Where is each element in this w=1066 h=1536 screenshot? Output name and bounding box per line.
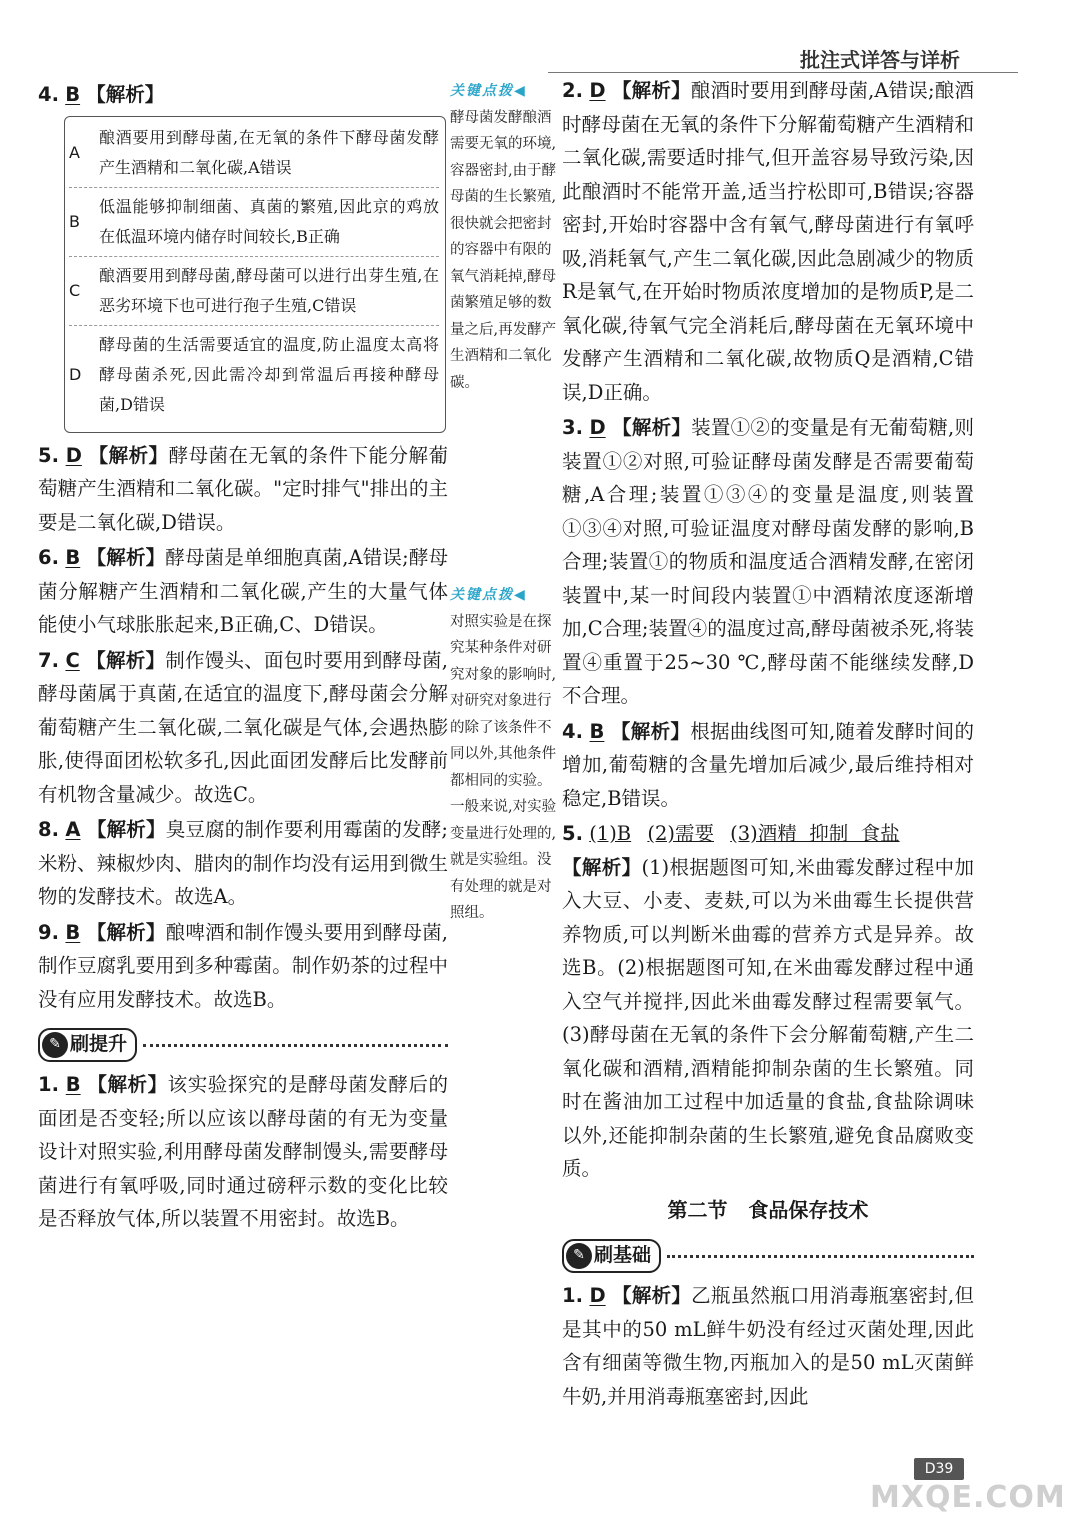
- table-row: A 酿酒要用到酵母菌,在无氧的条件下酵母菌发酵产生酒精和二氧化碳,A错误: [69, 119, 439, 188]
- answer: D: [589, 416, 606, 439]
- question-9: 9. B 【解析】酿啤酒和制作馒头要用到酵母菌,制作豆腐乳要用到多种霉菌。制作奶茶的过程中没有应用发酵技术。故选B。: [38, 920, 449, 1011]
- page-header: 批注式详答与详析: [800, 48, 960, 72]
- question-4: 4. B 【解析】: [38, 83, 165, 106]
- analysis-text: 制作馒头、面包时要用到酵母菌,酵母菌属于真菌,在适宜的温度下,酵母菌会分解葡萄糖产生二氧化碳,二氧化碳是气体,会遇热膨胀,使得面团松软多孔,因此面团发酵后比发酵前有机物含量减少。故选C。: [38, 648, 448, 806]
- analysis-text: (1)根据题图可知,米曲霉发酵过程中加入大豆、小麦、麦麸,可以为米曲霉生长提供营养物质,可以判断米曲霉的营养方式是异养。故选B。(2)根据题图可知,在米曲霉发酵过程中通入空气并搅拌,因此米曲霉发酵过程需要氧气。(3)酵母菌在无氧的条件下会分解葡萄糖,产生二氧化碳和酒精,酒精能抑制杂菌的生长繁殖。同时在酱油加工过程中加适量的食盐,食盐除调味以外,还能抑制杂菌的生长繁殖,避免食品腐败变质。: [562, 855, 974, 1180]
- question-4-right: 4. B 【解析】根据曲线图可知,随着发酵时间的增加,葡萄糖的含量先增加后减少,最后维持相对稳定,B错误。: [562, 719, 974, 810]
- left-column: [38, 78, 448, 1238]
- question-1-basic: 1. D 【解析】乙瓶虽然瓶口用消毒瓶塞密封,但是其中的50 mL鲜牛奶没有经过灭菌处理,因此含有细菌等微生物,丙瓶加入的是50 mL灭菌鲜牛奶,并用消毒瓶塞密封,因此: [562, 1284, 974, 1408]
- question-7: 7. C 【解析】制作馒头、面包时要用到酵母菌,酵母菌属于真菌,在适宜的温度下,酵母菌会分解葡萄糖产生二氧化碳,二氧化碳是气体,会遇热膨胀,使得面团松软多孔,因此面团发酵后比发酵前有机物含量减少。故选C。: [38, 648, 448, 806]
- answer: D: [589, 79, 606, 102]
- arrow-icon: ◀: [514, 587, 527, 603]
- key-point-text: 对照实验是在探究某种条件对研究对象的影响时,对研究对象进行的除了该条件不同以外,其他条件都相同的实验。一般来说,对实验变量进行处理的,就是实验组。没有处理的就是对照组。: [450, 613, 557, 921]
- analysis-text: 酿啤酒和制作馒头要用到酵母菌,制作豆腐乳要用到多种霉菌。制作奶茶的过程中没有应用发酵技术。故选B。: [38, 920, 449, 1011]
- analysis-text: 装置①②的变量是有无葡萄糖,则装置①②对照,可验证酵母菌发酵是否需要葡萄糖,A合理;装置①③④的变量是温度,则装置①③④对照,可验证温度对酵母菌发酵的影响,B合理;装置①的物质和温度适合酒精发酵,在密闭装置中,某一时间段内装置①中酒精浓度逐渐增加,C合理;装置④的温度过高,酵母菌被杀死,将装置④重置于25~30 ℃,酵母菌不能继续发酵,D不合理。: [562, 416, 974, 707]
- arrow-icon: ◀: [514, 83, 527, 99]
- answer: B: [65, 83, 81, 106]
- answer-part-1: (1)B: [589, 822, 632, 845]
- question-1-improve: 1. B 【解析】该实验探究的是酵母菌发酵后的面团是否变轻;所以应该以酵母菌的有无为变量设计对照实验,利用酵母菌发酵制馒头,需要酵母菌进行有氧呼吸,同时通过磅秤示数的变化比较是否释放气体,所以装置不用密封。故选B。: [38, 1073, 448, 1230]
- question-5: 5. D 【解析】酵母菌在无氧的条件下能分解葡萄糖产生酒精和二氧化碳。"定时排气"排出的主要是二氧化碳,D错误。: [38, 443, 448, 534]
- pencil-icon: ✎: [42, 1032, 68, 1058]
- question-5-right: 5. (1)B (2)需要 (3)酒精 抑制 食盐 【解析】(1)根据题图可知,米曲霉发酵过程中加入大豆、小麦、麦麸,可以为米曲霉生长提供营养物质,可以判断米曲霉的营养方式是异养。故选B。(2)根据题图可知,在米曲霉发酵过程中通入空气并搅拌,因此米曲霉发酵过程需要氧气。(3)酵母菌在无氧的条件下会分解葡萄糖,产生二氧化碳和酒精,酒精能抑制杂菌的生长繁殖。同时在酱油加工过程中加适量的食盐,食盐除调味以外,还能抑制杂菌的生长繁殖,避免食品腐败变质。: [562, 822, 974, 1180]
- question-6: 6. B 【解析】酵母菌是单细胞真菌,A错误;酵母菌分解糖产生酒精和二氧化碳,产生的大量气体能使小气球胀胀起来,B正确,C、D错误。: [38, 546, 448, 636]
- key-point-title: 关键点拨◀: [450, 587, 527, 603]
- answer-part-3: (3)酒精 抑制 食盐: [730, 822, 900, 845]
- table-row: C 酿酒要用到酵母菌,酵母菌可以进行出芽生殖,在恶劣环境下也可进行孢子生殖,C错误: [69, 257, 439, 326]
- answer: B: [589, 719, 605, 743]
- question-3: 3. D 【解析】装置①②的变量是有无葡萄糖,则装置①②对照,可验证酵母菌发酵是否需要葡萄糖,A合理;装置①③④的变量是温度,则装置①③④对照,可验证温度对酵母菌发酵的影响,B合理;装置①的物质和温度适合酒精发酵,在密闭装置中,某一时间段内装置①中酒精浓度逐渐增加,C合理;装置④的温度过高,酵母菌被杀死,将装置④重置于25~30 ℃,酵母菌不能继续发酵,D不合理。: [562, 416, 974, 707]
- answer: B: [65, 920, 81, 944]
- answer-part-2: (2)需要: [647, 822, 714, 845]
- header-rule: [548, 72, 1018, 73]
- page-number: D39: [914, 1458, 964, 1480]
- analysis-text: 根据曲线图可知,随着发酵时间的增加,葡萄糖的含量先增加后减少,最后维持相对稳定,B错误。: [562, 719, 974, 810]
- dotted-divider: [143, 1044, 448, 1047]
- analysis-tag: 【解析】: [86, 83, 165, 106]
- analysis-text: 该实验探究的是酵母菌发酵后的面团是否变轻;所以应该以酵母菌的有无为变量设计对照实验,利用酵母菌发酵制馒头,需要酵母菌进行有氧呼吸,同时通过磅秤示数的变化比较是否释放气体,所以装置不用密封。故选B。: [38, 1073, 448, 1230]
- key-point-note-1: [450, 78, 558, 396]
- right-column: [562, 74, 974, 1415]
- analysis-text: 臭豆腐的制作要利用霉菌的发酵;米粉、辣椒炒肉、腊肉的制作均没有运用到微生物的发酵技术。故选A。: [38, 818, 449, 908]
- basic-section-header: [562, 1239, 974, 1273]
- table-row: D 酵母菌的生活需要适宜的温度,防止温度太高将酵母菌杀死,因此需冷却到常温后再接种酵母菌,D错误: [69, 334, 439, 414]
- answer: D: [589, 1284, 606, 1307]
- answer: B: [65, 1073, 81, 1096]
- improve-badge: ✎ 刷提升: [38, 1028, 137, 1062]
- question-2: 2. D 【解析】酿酒时要用到酵母菌,A错误;酿酒时酵母菌在无氧的条件下分解葡萄糖产生酒精和二氧化碳,需要适时排气,但开盖容易导致污染,因此酿酒时不能常开盖,适当拧松即可,B错误;容器密封,开始时容器中含有氧气,酵母菌进行有氧呼吸,消耗氧气,产生二氧化碳,因此急剧减少的物质R是氧气,在开始时物质浓度增加的是物质P,是二氧化碳,待氧气完全消耗后,酵母菌在无氧环境中发酵产生酒精和二氧化碳,故物质Q是酒精,C错误,D正确。: [562, 79, 974, 404]
- question-8: 8. A 【解析】臭豆腐的制作要利用霉菌的发酵;米粉、辣椒炒肉、腊肉的制作均没有运用到微生物的发酵技术。故选A。: [38, 818, 449, 908]
- analysis-text: 乙瓶虽然瓶口用消毒瓶塞密封,但是其中的50 mL鲜牛奶没有经过灭菌处理,因此含有细菌等微生物,丙瓶加入的是50 mL灭菌鲜牛奶,并用消毒瓶塞密封,因此: [562, 1284, 974, 1408]
- answer: A: [65, 818, 81, 841]
- answer: C: [65, 648, 80, 672]
- answer: B: [65, 546, 81, 569]
- analysis-text: 酵母菌在无氧的条件下能分解葡萄糖产生酒精和二氧化碳。"定时排气"排出的主要是二氧化碳,D错误。: [38, 443, 448, 534]
- key-point-text: 酵母菌发酵酿酒需要无氧的环境,容器密封,由于酵母菌的生长繁殖,很快就会把密封的容器中有限的氧气消耗掉,酵母菌繁殖足够的数量之后,再发酵产生酒精和二氧化碳。: [450, 109, 557, 391]
- analysis-text: 酿酒时要用到酵母菌,A错误;酿酒时酵母菌在无氧的条件下分解葡萄糖产生酒精和二氧化碳,需要适时排气,但开盖容易导致污染,因此酿酒时不能常开盖,适当拧松即可,B错误;容器密封,开始时容器中含有氧气,酵母菌进行有氧呼吸,消耗氧气,产生二氧化碳,因此急剧减少的物质R是氧气,在开始时物质浓度增加的是物质P,是二氧化碳,待氧气完全消耗后,酵母菌在无氧环境中发酵产生酒精和二氧化碳,故物质Q是酒精,C错误,D正确。: [562, 79, 974, 404]
- dotted-divider: [667, 1255, 974, 1258]
- option-analysis-table: [64, 116, 446, 433]
- analysis-text: 酵母菌是单细胞真菌,A错误;酵母菌分解糖产生酒精和二氧化碳,产生的大量气体能使小气球胀胀起来,B正确,C、D错误。: [38, 546, 448, 636]
- watermark: MXQE.COM: [870, 1480, 1066, 1515]
- answer: D: [65, 443, 82, 467]
- basic-badge: ✎ 刷基础: [562, 1239, 661, 1273]
- key-point-note-2: [450, 582, 558, 927]
- pencil-icon: ✎: [566, 1243, 592, 1269]
- section-title: 第二节 食品保存技术: [667, 1197, 869, 1222]
- table-row: B 低温能够抑制细菌、真菌的繁殖,因此京的鸡放在低温环境内储存时间较长,B正确: [69, 188, 439, 257]
- improve-section-header: [38, 1028, 448, 1062]
- key-point-title: 关键点拨◀: [450, 83, 527, 99]
